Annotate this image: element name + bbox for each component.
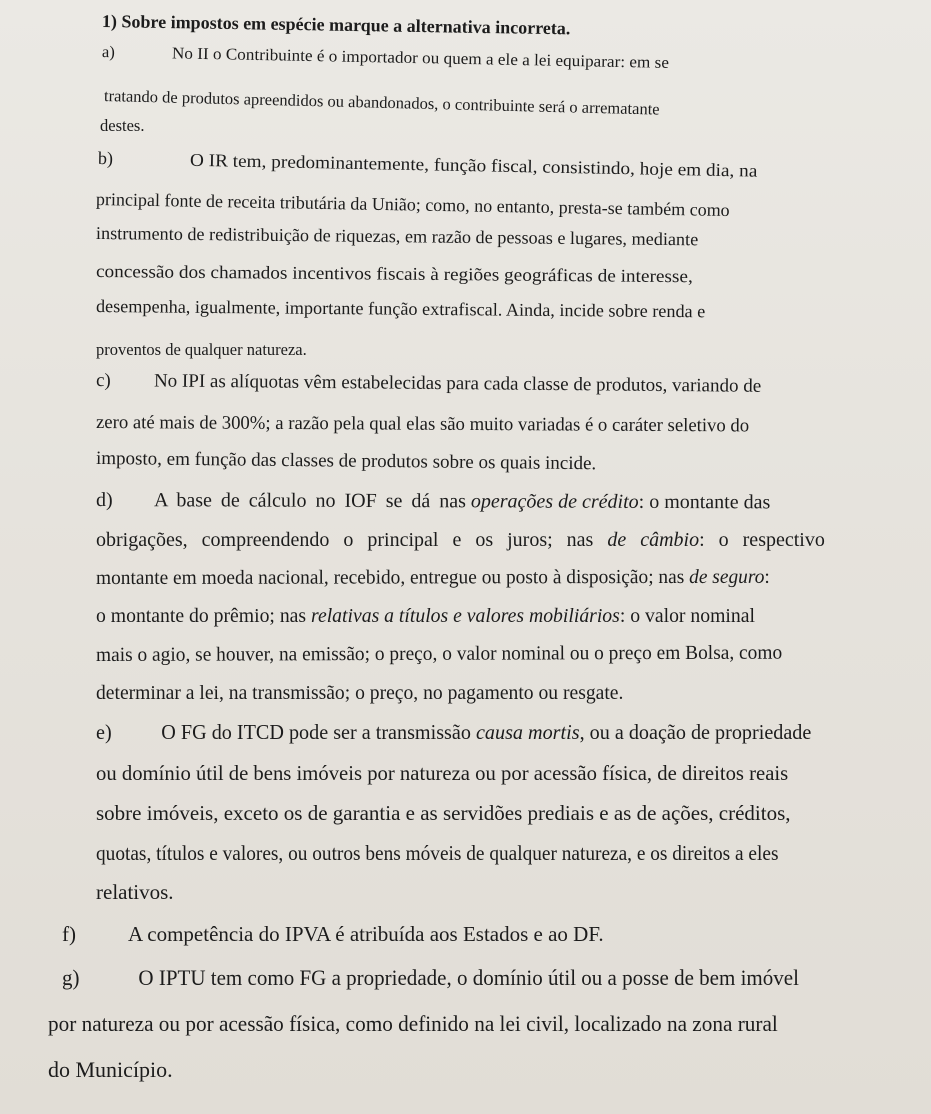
item-b-line-1: b) O IR tem, predominantemente, função fiscal, consistindo, hoje em dia, na bbox=[97, 148, 758, 181]
item-d-line-4: o montante do prêmio; nas relativas a títulos e valores mobiliários: o valor nominal bbox=[96, 605, 755, 627]
item-b-line-4: concessão dos chamados incentivos fiscais à regiões geográficas de interesse, bbox=[95, 261, 693, 287]
item-e-line-3: sobre imóveis, exceto os de garantia e as servidões prediais e as de ações, créditos, bbox=[96, 801, 791, 825]
item-d-line-2: obrigações, compreendendo o principal e os juros; nas de câmbio: o respectivo bbox=[96, 529, 825, 551]
item-c-line-3: imposto, em função das classes de produtos sobre os quais incide. bbox=[95, 448, 597, 475]
item-b-line-6: proventos de qualquer natureza. bbox=[96, 340, 307, 359]
item-b-line-2: principal fonte de receita tributária da União; como, no entanto, presta-se também como bbox=[95, 189, 730, 221]
item-b-label: b) bbox=[97, 148, 114, 169]
item-a-line-3: destes. bbox=[100, 116, 145, 135]
item-c-label: c) bbox=[95, 370, 111, 392]
item-a-line-2: tratando de produtos apreendidos ou abandonados, o contribuinte será o arrematante bbox=[103, 86, 660, 119]
item-e-line-5: relativos. bbox=[96, 880, 174, 904]
item-f-line-1: f) A competência do IPVA é atribuída aos Estados e ao DF. bbox=[62, 922, 604, 946]
item-d-line-6: determinar a lei, na transmissão; o preço, no pagamento ou resgate. bbox=[96, 682, 624, 704]
item-b-line-3: instrumento de redistribuição de riquezas, em razão de pessoas e lugares, mediante bbox=[95, 223, 699, 250]
item-e-line-2: ou domínio útil de bens imóveis por natureza ou por acessão física, de direitos reais bbox=[96, 761, 789, 785]
item-g-label: g) bbox=[62, 965, 80, 990]
item-e-label: e) bbox=[96, 720, 112, 744]
item-a-label: a) bbox=[101, 42, 116, 62]
item-d-label: d) bbox=[95, 489, 113, 512]
question-title: 1) Sobre impostos em espécie marque a alternativa incorreta. bbox=[101, 11, 571, 39]
item-b-line-5: desempenha, igualmente, importante função extrafiscal. Ainda, incide sobre renda e bbox=[95, 296, 706, 322]
item-c-line-2: zero até mais de 300%; a razão pela qual elas são muito variadas é o caráter seletivo do bbox=[95, 412, 750, 437]
item-c-line-1: c) No IPI as alíquotas vêm estabelecidas para cada classe de produtos, variando de bbox=[95, 370, 762, 397]
item-d-line-1: d) A base de cálculo no IOF se dá nas operações de crédito: o montante das bbox=[95, 489, 771, 514]
item-d-line-3: montante em moeda nacional, recebido, entregue ou posto à disposição; nas de seguro: bbox=[95, 565, 770, 589]
item-e-line-1: e) O FG do ITCD pode ser a transmissão causa mortis, ou a doação de propriedade bbox=[96, 720, 812, 744]
item-g-line-2: por natureza ou por acessão física, como definido na lei civil, localizado na zona rural bbox=[48, 1011, 778, 1036]
item-e-line-4: quotas, títulos e valores, ou outros bens móveis de qualquer natureza, e os direitos a eles bbox=[96, 841, 779, 865]
item-a-line-1: a) No II o Contribuinte é o importador ou quem a ele a lei equiparar: em se bbox=[101, 42, 670, 72]
item-g-line-3: do Município. bbox=[48, 1057, 173, 1082]
item-f-label: f) bbox=[62, 922, 76, 946]
item-d-line-5: mais o agio, se houver, na emissão; o preço, o valor nominal ou o preço em Bolsa, como bbox=[95, 641, 783, 666]
item-g-line-1: g) O IPTU tem como FG a propriedade, o domínio útil ou a posse de bem imóvel bbox=[62, 965, 799, 990]
